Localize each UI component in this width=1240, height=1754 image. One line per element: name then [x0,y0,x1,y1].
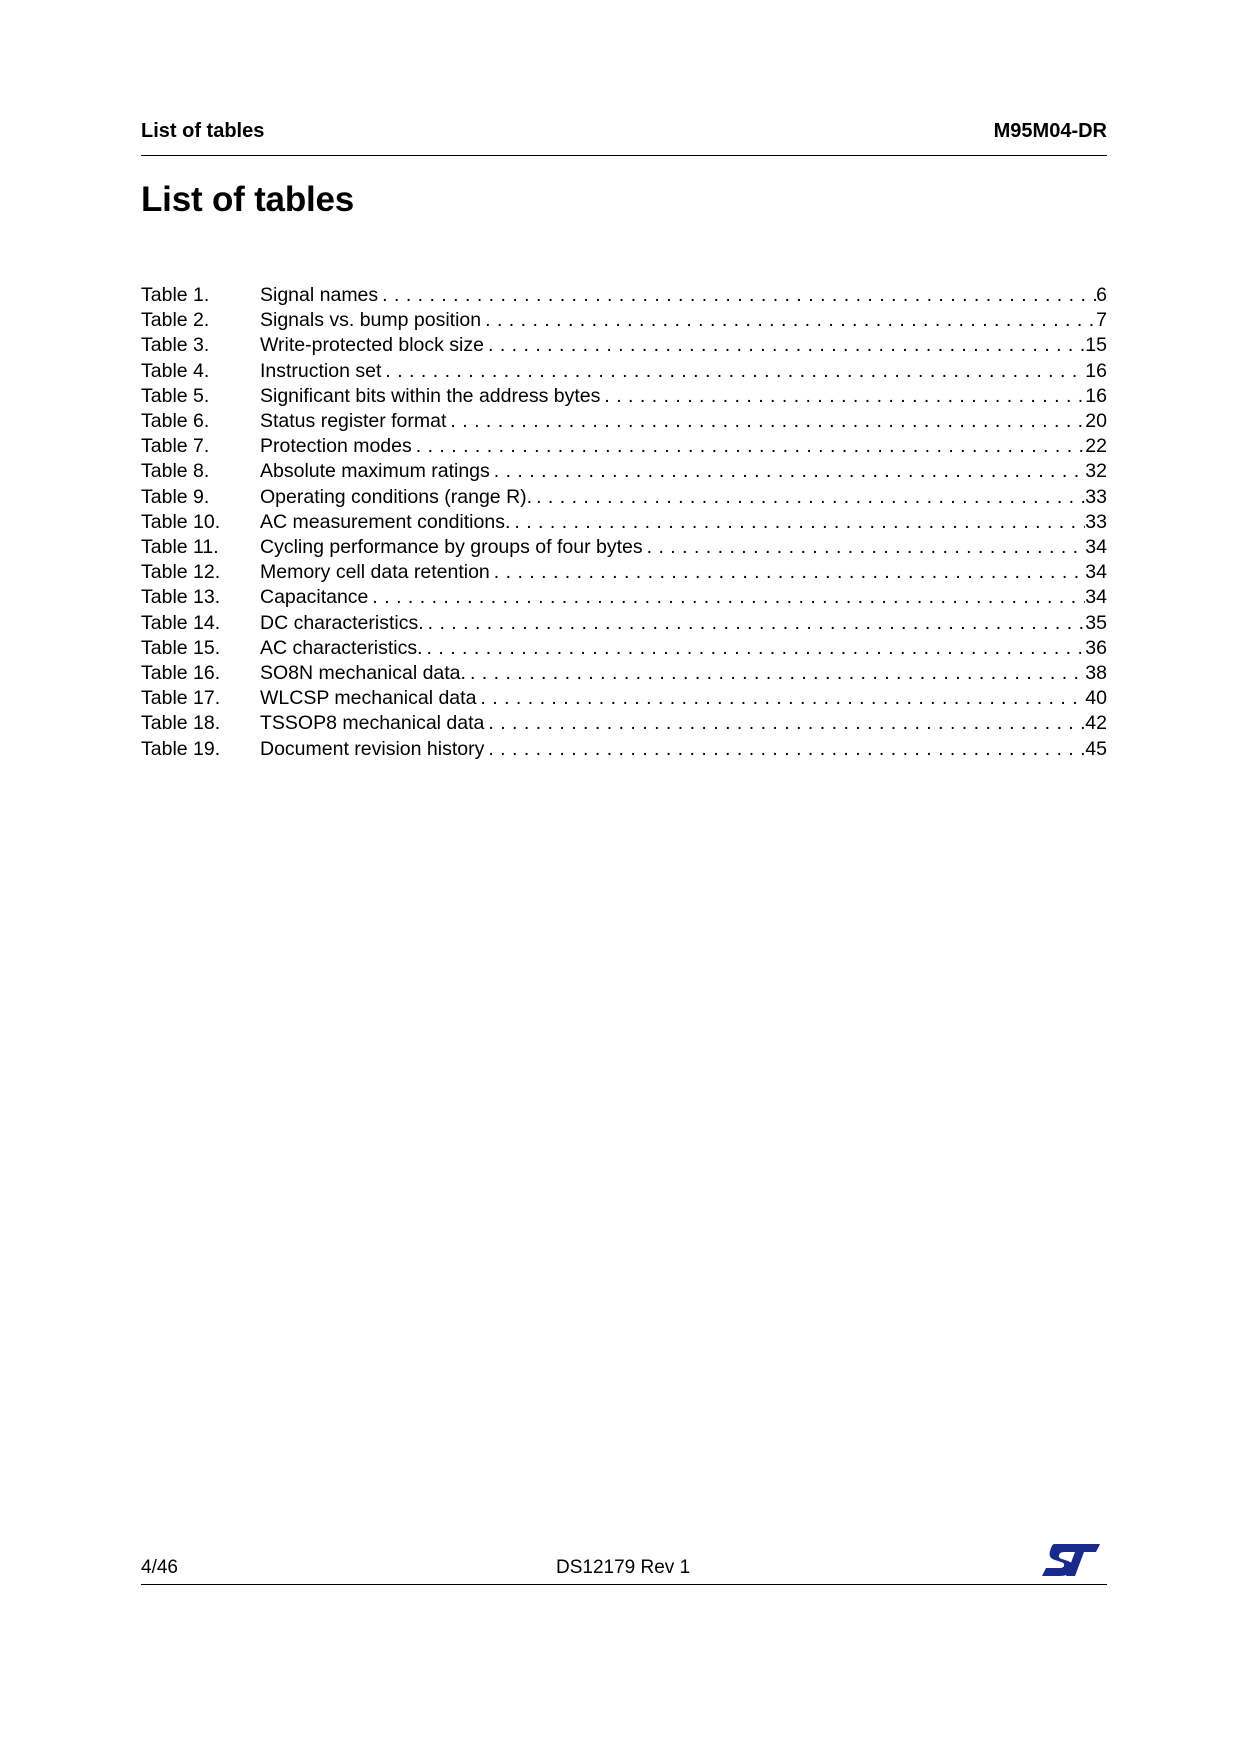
page-number: 4/46 [141,1557,178,1578]
dot-leader [484,333,1085,358]
table-number: Table 13. [141,586,221,609]
dot-leader [466,661,1085,686]
table-title: AC measurement conditions. [260,510,511,533]
toc-entry[interactable] [141,737,1107,762]
table-title: Operating conditions (range R). [260,485,533,508]
toc-entry[interactable] [141,510,1107,535]
running-header [141,120,1107,143]
page-reference: 33 [1085,485,1107,508]
toc-entry[interactable] [141,535,1107,560]
page-reference: 45 [1085,737,1107,760]
page-reference: 22 [1085,435,1107,458]
table-title: DC characteristics. [260,611,424,634]
page-title: List of tables [141,180,355,219]
dot-leader [481,308,1096,333]
page-reference: 34 [1085,561,1107,584]
dot-leader [423,636,1086,661]
table-number: Table 11. [141,536,219,559]
table-title: WLCSP mechanical data [260,687,477,710]
table-title: Memory cell data retention [260,561,490,584]
table-title: SO8N mechanical data. [260,662,466,685]
toc-entry[interactable] [141,686,1107,711]
table-title: Signals vs. bump position [260,309,482,332]
page-reference: 16 [1085,359,1107,382]
dot-leader [412,434,1086,459]
dot-leader [424,611,1086,636]
table-title: Status register format [260,410,447,433]
dot-leader [490,560,1086,585]
header-section-title: List of tables [141,120,265,142]
toc-entry[interactable] [141,485,1107,510]
table-number: Table 8. [141,460,210,483]
dot-leader [484,737,1085,762]
table-number: Table 18. [141,712,221,735]
toc-entry[interactable] [141,560,1107,585]
table-title: Capacitance [260,586,369,609]
page-reference: 33 [1085,510,1107,533]
toc-entry[interactable] [141,333,1107,358]
table-number: Table 10. [141,510,221,533]
dot-leader [600,384,1085,409]
header-rule [141,155,1107,156]
table-title: Cycling performance by groups of four bytes [260,536,643,559]
page-reference: 32 [1085,460,1107,483]
table-number: Table 14. [141,611,221,634]
dot-leader [484,711,1085,736]
table-number: Table 3. [141,334,210,357]
table-title: TSSOP8 mechanical data [260,712,485,735]
dot-leader [643,535,1086,560]
page-reference: 16 [1085,384,1107,407]
table-number: Table 6. [141,410,210,433]
table-number: Table 17. [141,687,221,710]
table-number: Table 12. [141,561,221,584]
page-reference: 40 [1085,687,1107,710]
table-title: Significant bits within the address bytes [260,384,601,407]
table-number: Table 9. [141,485,210,508]
toc-entry[interactable] [141,384,1107,409]
dot-leader [510,510,1085,535]
page-reference: 34 [1085,586,1107,609]
dot-leader [532,485,1085,510]
toc-entry[interactable] [141,711,1107,736]
table-title: AC characteristics. [260,636,423,659]
dot-leader [368,585,1085,610]
table-number: Table 2. [141,309,210,332]
page-reference: 34 [1085,536,1107,559]
st-logo-icon [1040,1542,1102,1578]
dot-leader [476,686,1085,711]
toc-entry[interactable] [141,283,1107,308]
toc-entry[interactable] [141,585,1107,610]
page-reference: 35 [1085,611,1107,634]
table-number: Table 1. [141,284,210,306]
table-title: Instruction set [260,359,382,382]
page-reference: 20 [1085,410,1107,433]
table-title: Absolute maximum ratings [260,460,490,483]
toc-entry[interactable] [141,434,1107,459]
dot-leader [446,409,1085,434]
table-number: Table 4. [141,359,210,382]
toc-entry[interactable] [141,459,1107,484]
toc-entry[interactable] [141,409,1107,434]
table-number: Table 15. [141,636,221,659]
toc-entry[interactable] [141,359,1107,384]
table-number: Table 16. [141,662,221,685]
list-of-tables [141,283,1107,762]
toc-entry[interactable] [141,611,1107,636]
table-title: Signal names [260,284,379,306]
toc-entry[interactable] [141,308,1107,333]
dot-leader [381,359,1085,384]
table-title: Protection modes [260,435,412,458]
header-document-id: M95M04-DR [993,120,1107,142]
table-number: Table 7. [141,435,210,458]
toc-entry[interactable] [141,661,1107,686]
footer-rule [141,1584,1107,1585]
dot-leader [378,283,1096,308]
page-reference: 38 [1085,662,1107,685]
document-revision: DS12179 Rev 1 [556,1557,691,1578]
table-title: Write-protected block size [260,334,484,357]
table-number: Table 19. [141,737,221,760]
page-reference: 15 [1085,334,1107,357]
toc-entry[interactable] [141,636,1107,661]
page-reference: 42 [1085,712,1107,735]
table-number: Table 5. [141,384,210,407]
page-reference: 36 [1085,636,1107,659]
page-reference: 7 [1096,309,1107,332]
table-title: Document revision history [260,737,485,760]
page-reference: 6 [1096,284,1107,306]
dot-leader [490,459,1086,484]
